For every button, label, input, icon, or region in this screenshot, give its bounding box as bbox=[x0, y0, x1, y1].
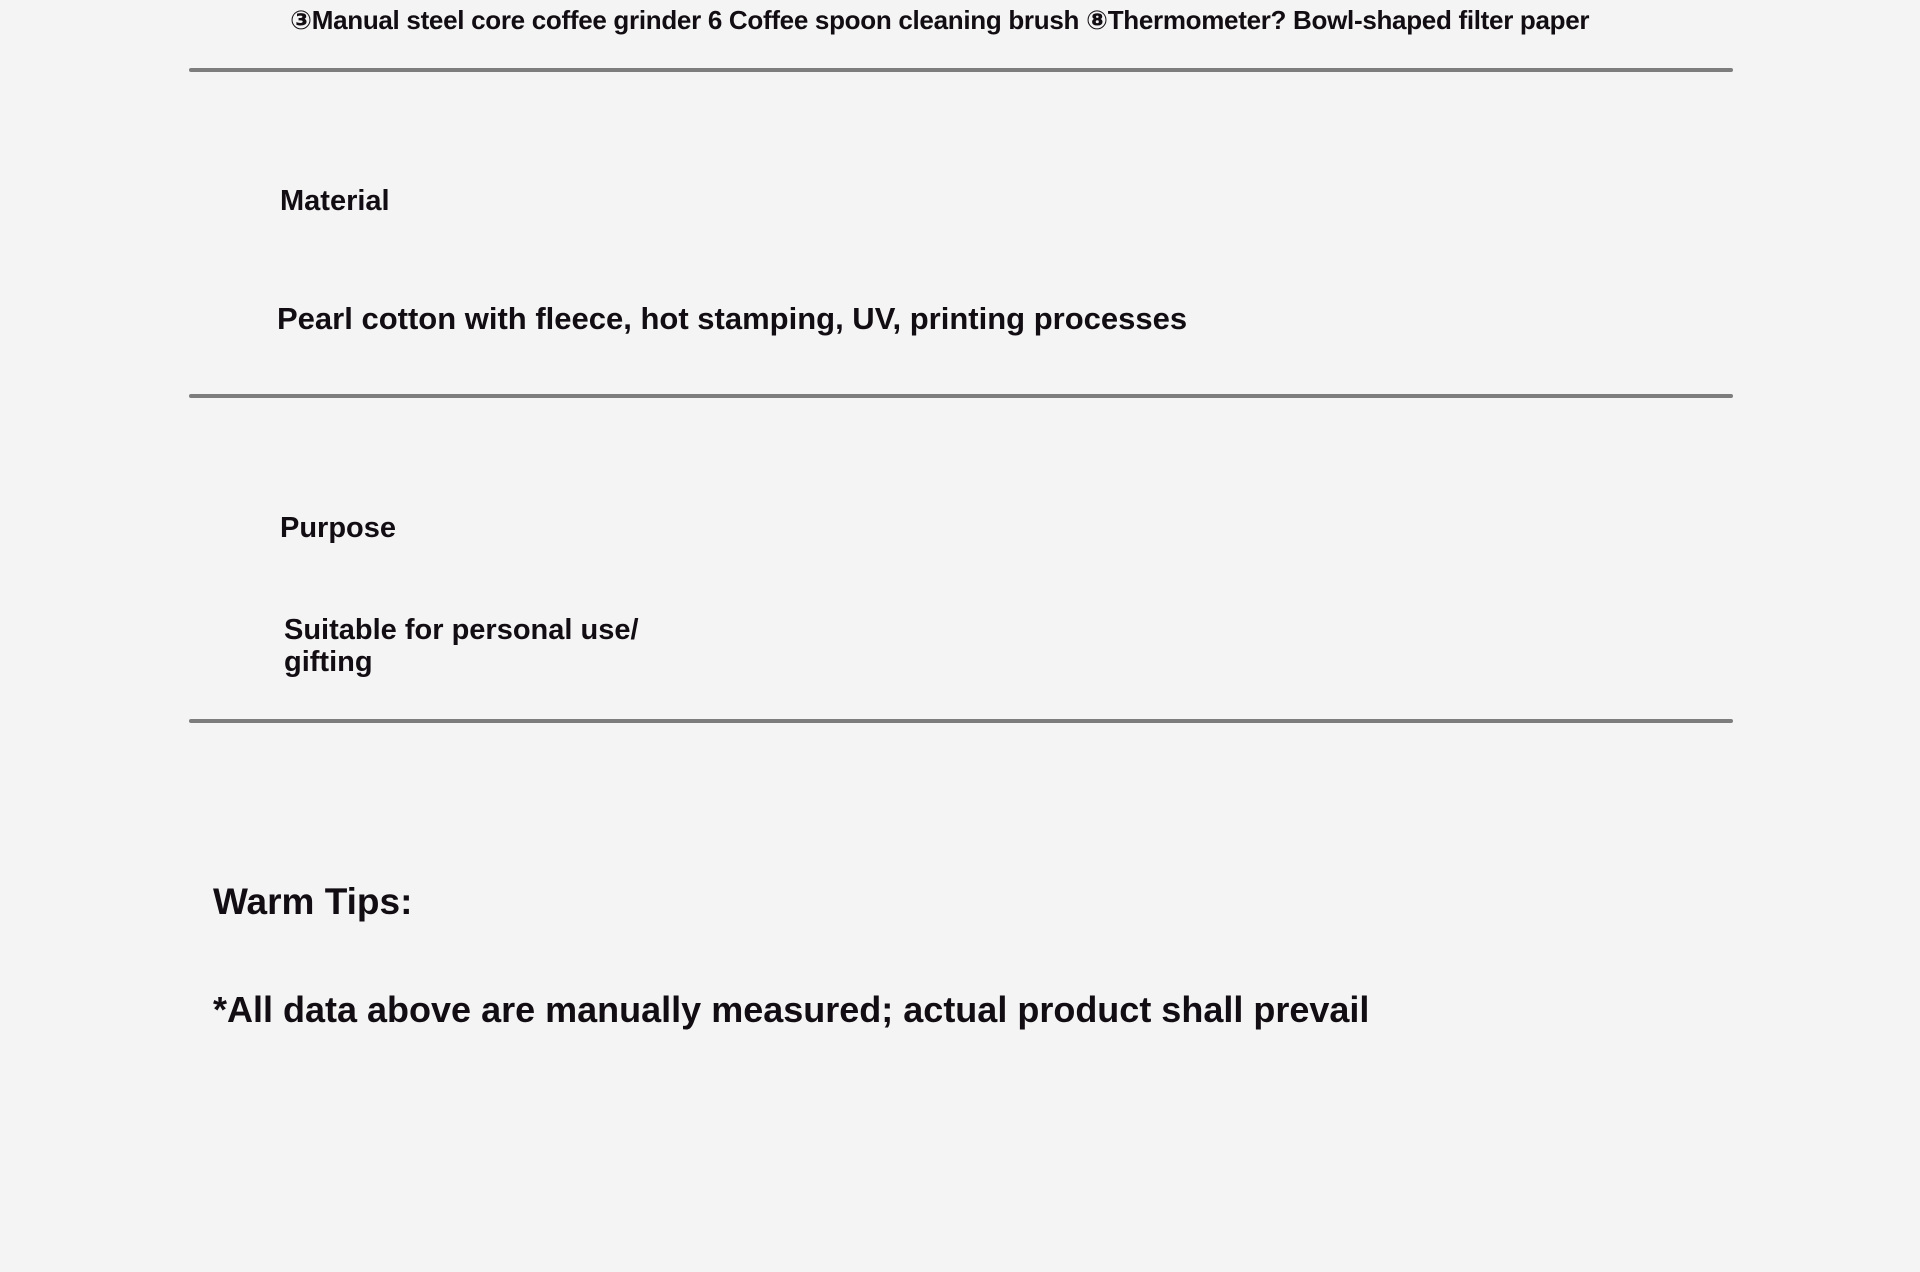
material-value: Pearl cotton with fleece, hot stamping, UV, printing processes bbox=[277, 301, 1188, 336]
purpose-label: Purpose bbox=[280, 512, 397, 544]
divider-line bbox=[189, 394, 1733, 398]
divider-line bbox=[189, 68, 1733, 72]
warm-tips-text: *All data above are manually measured; actual product shall prevail bbox=[213, 989, 1370, 1030]
purpose-value: Suitable for personal use/ gifting bbox=[284, 614, 639, 678]
divider-line bbox=[189, 719, 1733, 723]
package-contents-line: ③Manual steel core coffee grinder 6 Coffee spoon cleaning brush ⑧Thermometer? Bowl-shaped filter paper bbox=[290, 5, 1590, 35]
material-label: Material bbox=[280, 185, 390, 217]
warm-tips-title: Warm Tips: bbox=[213, 881, 413, 922]
